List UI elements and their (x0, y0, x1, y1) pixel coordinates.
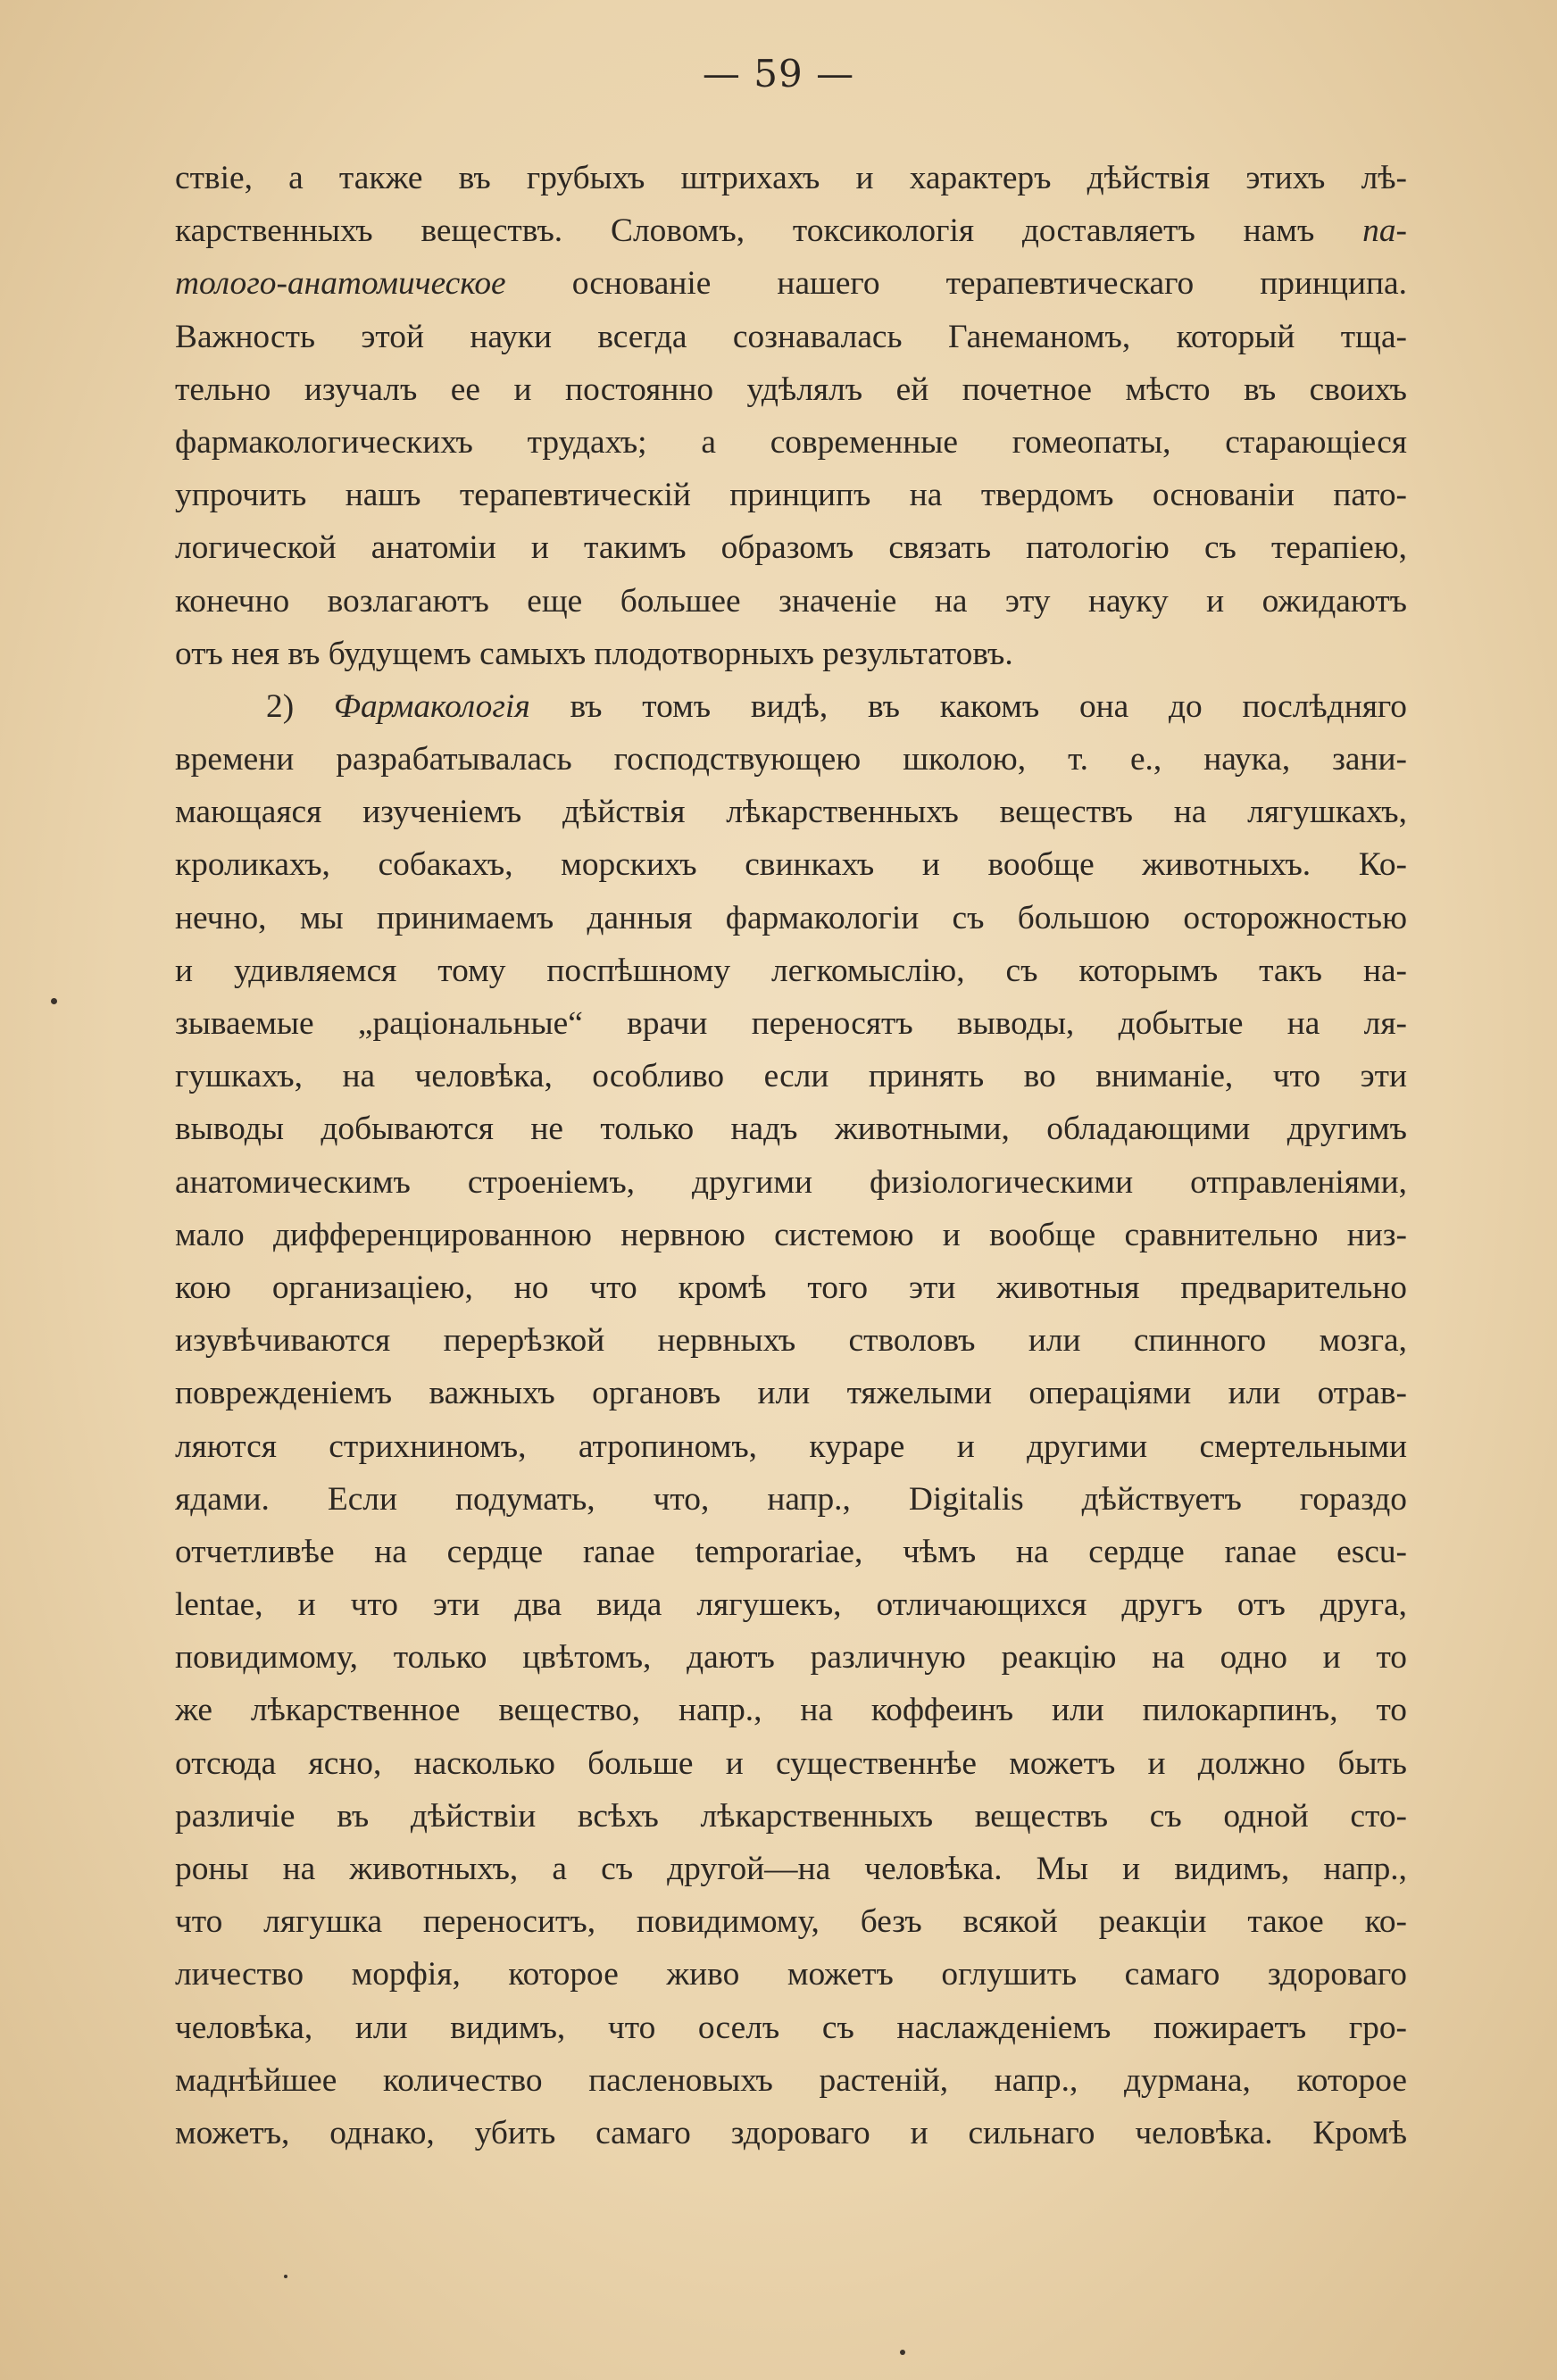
text-run: упрочить нашъ терапевтическій принципъ на твердомъ основаніи пато- (175, 477, 1407, 514)
text-run: роны на животныхъ, а съ другой—на человѣка. Мы и видимъ, напр., (175, 1851, 1407, 1887)
text-run: что лягушка переноситъ, повидимому, безъ всякой реакціи такое ко- (175, 1903, 1407, 1941)
text-run: различіе въ дѣйствіи всѣхъ лѣкарственныхъ веществъ съ одной сто- (175, 1797, 1407, 1835)
text-line (175, 1948, 1407, 2001)
ink-speck (284, 2275, 287, 2278)
text-line (175, 892, 1407, 945)
text-run: времени разрабатывалась господствующею школою, т. е., наука, зани- (175, 741, 1407, 778)
text-run: lentae, и что эти два вида лягушекъ, отличающихся другъ отъ друга, (175, 1586, 1407, 1624)
text-run: отсюда ясно, насколько больше и существеннѣе можетъ и должно быть (175, 1744, 1407, 1782)
text-run: изувѣчиваются перерѣзкой нервныхъ стволовъ или спинного мозга, (175, 1322, 1407, 1360)
text-line (175, 575, 1407, 628)
text-line (175, 1209, 1407, 1261)
text-line (175, 1314, 1407, 1367)
text-line (175, 1631, 1407, 1684)
text-line (175, 1473, 1407, 1526)
text-run: мало дифференцированною нервною системою и вообще сравнительно низ- (175, 1216, 1407, 1253)
text-line (175, 1843, 1407, 1895)
body-text (175, 152, 1407, 2159)
text-run: логической анатоміи и такимъ образомъ связать патологію съ терапіею, (175, 529, 1407, 567)
page-number: — 59 — (702, 52, 855, 96)
text-line (175, 311, 1407, 363)
italic-text: па- (1362, 212, 1407, 250)
text-run: отчетливѣе на сердце ranae temporariae, чѣмъ на сердце ranae escu- (175, 1533, 1407, 1570)
text-run: тельно изучалъ ее и постоянно удѣлялъ ей почетное мѣсто въ своихъ (175, 370, 1407, 408)
text-run: кою организаціею, но что кромѣ того эти животныя предварительно (175, 1269, 1407, 1306)
text-line (175, 521, 1407, 574)
text-run: поврежденіемъ важныхъ органовъ или тяжелыми операціями или отрав- (175, 1375, 1407, 1412)
text-line (175, 628, 1407, 680)
ink-speck (51, 998, 57, 1004)
text-run: человѣка, или видимъ, что оселъ съ наслажденіемъ пожираетъ гро- (175, 2009, 1407, 2046)
text-run: Важность этой науки всегда сознавалась Ганеманомъ, который тща- (175, 318, 1407, 355)
text-run: 2) (266, 687, 334, 725)
text-line (175, 1895, 1407, 1948)
ink-speck (900, 2350, 905, 2355)
italic-text: толого-анатомическое (175, 265, 506, 303)
text-run: же лѣкарственное вещество, напр., на коффеинъ или пилокарпинъ, то (175, 1692, 1407, 1729)
text-line (175, 1156, 1407, 1209)
text-run: гушкахъ, на человѣка, особливо если принять во вниманіе, что эти (175, 1058, 1407, 1095)
text-line (175, 1050, 1407, 1103)
text-run: конечно возлагаютъ еще большее значеніе на эту науку и ожидаютъ (175, 582, 1407, 620)
text-line (175, 733, 1407, 786)
text-run: и удивляемся тому поспѣшному легкомыслію, съ которымъ такъ на- (175, 952, 1407, 989)
text-run: выводы добываются не только надъ животными, обладающими другимъ (175, 1111, 1407, 1148)
text-run: повидимому, только цвѣтомъ, даютъ различную реакцію на одно и то (175, 1639, 1407, 1677)
text-line (175, 204, 1407, 257)
text-run: маднѣйшее количество пасленовыхъ растеній, напр., дурмана, которое (175, 2061, 1407, 2099)
text-line (175, 1737, 1407, 1790)
text-line (175, 2107, 1407, 2159)
text-run: анатомическимъ строеніемъ, другими физіологическими отправленіями, (175, 1163, 1407, 1201)
text-line (175, 2001, 1407, 2054)
text-run: въ томъ видѣ, въ какомъ она до послѣдняго (529, 687, 1407, 725)
text-run: зываемые „раціональные“ врачи переносятъ выводы, добытые на ля- (175, 1005, 1407, 1042)
text-run: нечно, мы принимаемъ данныя фармакологіи съ большою осторожностью (175, 899, 1407, 936)
text-line (175, 997, 1407, 1050)
text-run: ствіе, а также въ грубыхъ штрихахъ и характеръ дѣйствія этихъ лѣ- (175, 160, 1407, 196)
text-run: кроликахъ, собакахъ, морскихъ свинкахъ и вообще животныхъ. Ко- (175, 846, 1407, 884)
text-run: личество морфія, которое живо можетъ оглушить самаго здороваго (175, 1956, 1407, 1993)
text-line (175, 469, 1407, 521)
text-line (175, 1526, 1407, 1578)
text-line (175, 2054, 1407, 2107)
text-run: карственныхъ веществъ. Словомъ, токсикологія доставляетъ намъ (175, 212, 1363, 250)
text-run: основаніе нашего терапевтическаго принципа. (505, 265, 1407, 303)
text-line (175, 1367, 1407, 1419)
text-line (175, 416, 1407, 469)
text-line (175, 786, 1407, 838)
italic-text: Фармакологія (333, 687, 530, 725)
text-line (175, 945, 1407, 997)
text-run: ядами. Если подумать, что, напр., Digitalis дѣйствуетъ гораздо (175, 1480, 1407, 1518)
text-line (175, 838, 1407, 891)
text-line (175, 363, 1407, 416)
text-line (175, 257, 1407, 310)
text-line (175, 1420, 1407, 1473)
text-line (175, 680, 1407, 733)
text-line (175, 1261, 1407, 1314)
text-line (175, 1578, 1407, 1631)
text-run: отъ нея въ будущемъ самыхъ плодотворныхъ результатовъ. (175, 635, 1013, 672)
text-line (175, 1103, 1407, 1155)
text-line (175, 1790, 1407, 1843)
text-run: мающаяся изученіемъ дѣйствія лѣкарственныхъ веществъ на лягушкахъ, (175, 794, 1407, 831)
text-run: ляются стрихниномъ, атропиномъ, кураре и другими смертельными (175, 1427, 1407, 1465)
text-run: можетъ, однако, убить самаго здороваго и сильнаго человѣка. Кромѣ (175, 2114, 1407, 2151)
text-line (175, 1684, 1407, 1736)
text-line (175, 152, 1407, 204)
text-run: фармакологическихъ трудахъ; а современные гомеопаты, старающіеся (175, 423, 1407, 461)
